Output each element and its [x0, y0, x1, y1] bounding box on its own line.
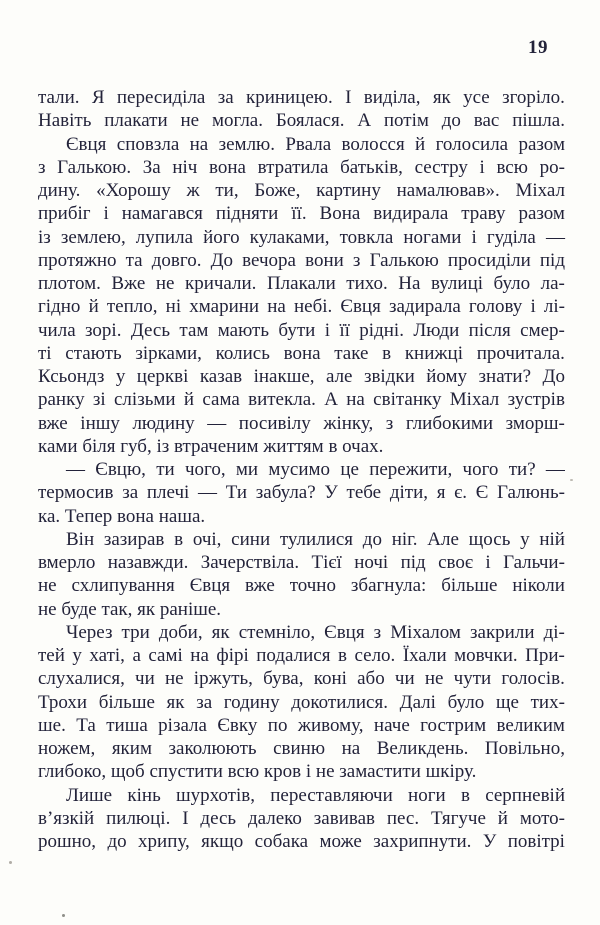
- text-line: з Галькою. За ніч вона втратила батьків, сестру і всю ро-: [38, 156, 565, 178]
- text-line: ше. Та тиша різала Євку по живому, наче гострим великим: [38, 714, 565, 736]
- text-line: Євця сповзла на землю. Рвала волосся й голосила разом: [66, 133, 565, 155]
- text-line: Лише кінь шурхотів, переставляючи ноги в серпневій: [66, 784, 565, 806]
- text-line: глибоко, щоб спустити всю кров і не замастити шкіру.: [38, 761, 477, 783]
- text-line: тей у хаті, а самі на фірі подалися в село. Їхали мовчки. При-: [38, 645, 565, 666]
- text-line: рошно, до хрипу, якщо собака може захрипнути. У повітрі: [38, 831, 565, 852]
- text-line: Трохи більше як за годину докотилися. Далі було ще тих-: [38, 691, 565, 713]
- scan-speck: [570, 479, 573, 481]
- text-line: не буде так, як раніше.: [38, 598, 222, 620]
- text-line: термосив за плечі — Ти забула? У тебе діти, я є. Є Галюнь-: [38, 482, 565, 504]
- text-line: вмерло назавжди. Зачерствіла. Тієї ночі під своє і Гальчи-: [38, 552, 565, 573]
- paragraph: [38, 528, 565, 621]
- paragraph: [38, 784, 565, 854]
- text-line: ранку зі слізьми й сама витекла. А на світанку Міхал зустрів: [38, 389, 565, 411]
- text-line: із землею, лупила його кулаками, товкла ногами і гуділа —: [38, 226, 565, 248]
- text-line: — Євцю, ти чого, ми мусимо це пережити, чого ти? —: [66, 459, 565, 480]
- paragraph: [38, 458, 565, 528]
- paragraph: [38, 133, 565, 459]
- text-line: Ксьондз у церкві казав інакше, але звідки йому знати? До: [38, 366, 565, 387]
- text-line: ками біля губ, із втраченим життям в очах.: [38, 435, 384, 457]
- text-line: ка. Тепер вона наша.: [38, 505, 206, 527]
- page-number: 19: [528, 37, 548, 58]
- text-line: не схлипування Євця вже точно збагнула: більше ніколи: [38, 575, 565, 597]
- text-line: Він зазирав в очі, сини тулилися до ніг. Але щось у ній: [66, 528, 565, 550]
- text-line: тали. Я пересиділа за криницею. І виділа, як усе згоріло.: [38, 87, 565, 108]
- text-line: в’язкій пилюці. І десь далеко завивав пес. Тягуче й мото-: [38, 807, 565, 829]
- text-line: Через три доби, як стемніло, Євця з Міхалом закрили ді-: [66, 621, 565, 643]
- paragraph: [38, 86, 565, 133]
- text-body: [38, 86, 565, 853]
- text-line: дину. «Хорошу ж ти, Боже, картину намалював». Міхал: [38, 180, 565, 201]
- text-line: ножем, яким заколюють свиню на Великдень. Повільно,: [38, 738, 565, 759]
- text-line: слухалися, чи не іржуть, бува, коні або чи не чути голосів.: [38, 668, 565, 690]
- text-line: вже іншу людину — посивілу жінку, з глибокими зморш-: [38, 412, 565, 434]
- text-line: Навіть плакати не могла. Боялася. А потім до вас пішла.: [38, 110, 565, 132]
- text-line: гідно й тепло, ні хмарини на небі. Євця задирала голову і лі-: [38, 296, 565, 318]
- text-line: ті стають зірками, колись вона таке в книжці прочитала.: [38, 342, 565, 364]
- text-line: плотом. Вже не кричали. Плакали тихо. На вулиці було ла-: [38, 273, 565, 294]
- text-line: чила зорі. Десь там мають бути і її рідні. Люди після смер-: [38, 319, 565, 341]
- paragraph: [38, 621, 565, 784]
- scan-speck: [9, 861, 12, 864]
- text-line: протяжно та довго. До вечора вони з Галькою просиділи під: [38, 249, 565, 271]
- text-line: прибіг і намагався підняти її. Вона видирала траву разом: [38, 203, 565, 225]
- scan-speck: [62, 914, 65, 917]
